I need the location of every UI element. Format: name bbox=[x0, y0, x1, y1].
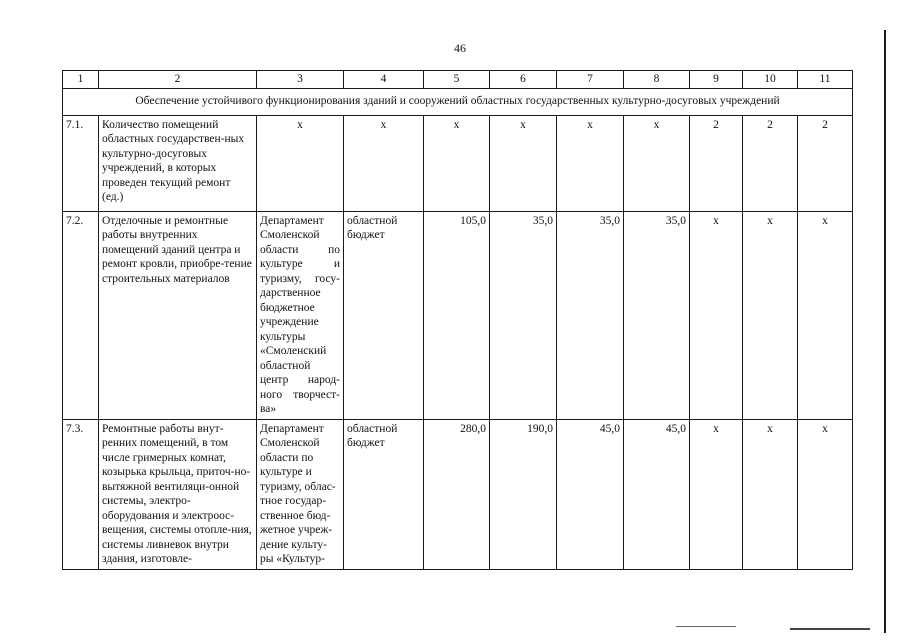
measure-name: Отделочные и ремонтные работы внутренних помещений зданий центра и ремонт кровли, приобре-тение строительных материалов bbox=[99, 211, 257, 419]
scan-artifact-line bbox=[676, 626, 736, 627]
column-number: 4 bbox=[344, 71, 424, 89]
row-number: 7.3. bbox=[63, 419, 99, 569]
table-row bbox=[63, 419, 853, 569]
executor-cell: х bbox=[257, 115, 344, 211]
scan-edge-line bbox=[884, 30, 886, 633]
page-number: 46 bbox=[454, 41, 466, 55]
indicator3-cell: х bbox=[798, 211, 853, 419]
funding-source-cell: х bbox=[344, 115, 424, 211]
column-number: 9 bbox=[690, 71, 743, 89]
measure-name: Количество помещений областных государствен-ных культурно-досуговых учреждений, в которых проведен текущий ремонт (ед.) bbox=[99, 115, 257, 211]
total-amount-cell: 280,0 bbox=[424, 419, 490, 569]
funding-source-cell: областной бюджет bbox=[344, 419, 424, 569]
year1-amount-cell: 35,0 bbox=[490, 211, 557, 419]
column-number: 1 bbox=[63, 71, 99, 89]
year2-amount-cell: х bbox=[557, 115, 624, 211]
column-number: 3 bbox=[257, 71, 344, 89]
column-number: 5 bbox=[424, 71, 490, 89]
funding-source-cell: областной бюджет bbox=[344, 211, 424, 419]
year2-amount-cell: 35,0 bbox=[557, 211, 624, 419]
column-number: 8 bbox=[624, 71, 690, 89]
year3-amount-cell: 35,0 bbox=[624, 211, 690, 419]
table-row bbox=[63, 211, 853, 419]
measure-name: Ремонтные работы внут-ренних помещений, в том числе гримерных комнат, козырька крыльца, приточ-но-вытяжной вентиляци-онной системы, электро-оборудования и электроос-вещения, системы отопле-ния, системы ливневок внутри здания, изготовле- bbox=[99, 419, 257, 569]
year3-amount-cell: 45,0 bbox=[624, 419, 690, 569]
section-title: Обеспечение устойчивого функционирования зданий и сооружений областных государственных культурно-досуговых учреждений bbox=[63, 88, 853, 115]
section-row bbox=[63, 88, 853, 115]
column-number: 10 bbox=[743, 71, 798, 89]
indicator3-cell: 2 bbox=[798, 115, 853, 211]
column-number: 11 bbox=[798, 71, 853, 89]
row-number: 7.1. bbox=[63, 115, 99, 211]
indicator2-cell: 2 bbox=[743, 115, 798, 211]
total-amount-cell: х bbox=[424, 115, 490, 211]
scan-artifact-line bbox=[790, 628, 870, 630]
indicator3-cell: х bbox=[798, 419, 853, 569]
executor-cell: Департамент Смоленской области по культуре и туризму, облас-тное государ-ственное бюд-жетное учреж-дение культу-ры «Культур- bbox=[257, 419, 344, 569]
column-number: 2 bbox=[99, 71, 257, 89]
year1-amount-cell: 190,0 bbox=[490, 419, 557, 569]
year1-amount-cell: х bbox=[490, 115, 557, 211]
column-number: 6 bbox=[490, 71, 557, 89]
column-number: 7 bbox=[557, 71, 624, 89]
indicator2-cell: х bbox=[743, 419, 798, 569]
indicator2-cell: х bbox=[743, 211, 798, 419]
column-number-row bbox=[63, 71, 853, 89]
executor-cell: Департамент Смоленской области по культуре и туризму, госу-дарственное бюджетное учреждение культуры «Смоленский областной центр народ-ного творчест-ва» bbox=[257, 211, 344, 419]
year3-amount-cell: х bbox=[624, 115, 690, 211]
year2-amount-cell: 45,0 bbox=[557, 419, 624, 569]
indicator1-cell: 2 bbox=[690, 115, 743, 211]
row-number: 7.2. bbox=[63, 211, 99, 419]
indicator1-cell: х bbox=[690, 419, 743, 569]
indicator1-cell: х bbox=[690, 211, 743, 419]
table-row bbox=[63, 115, 853, 211]
total-amount-cell: 105,0 bbox=[424, 211, 490, 419]
program-table bbox=[62, 70, 853, 570]
